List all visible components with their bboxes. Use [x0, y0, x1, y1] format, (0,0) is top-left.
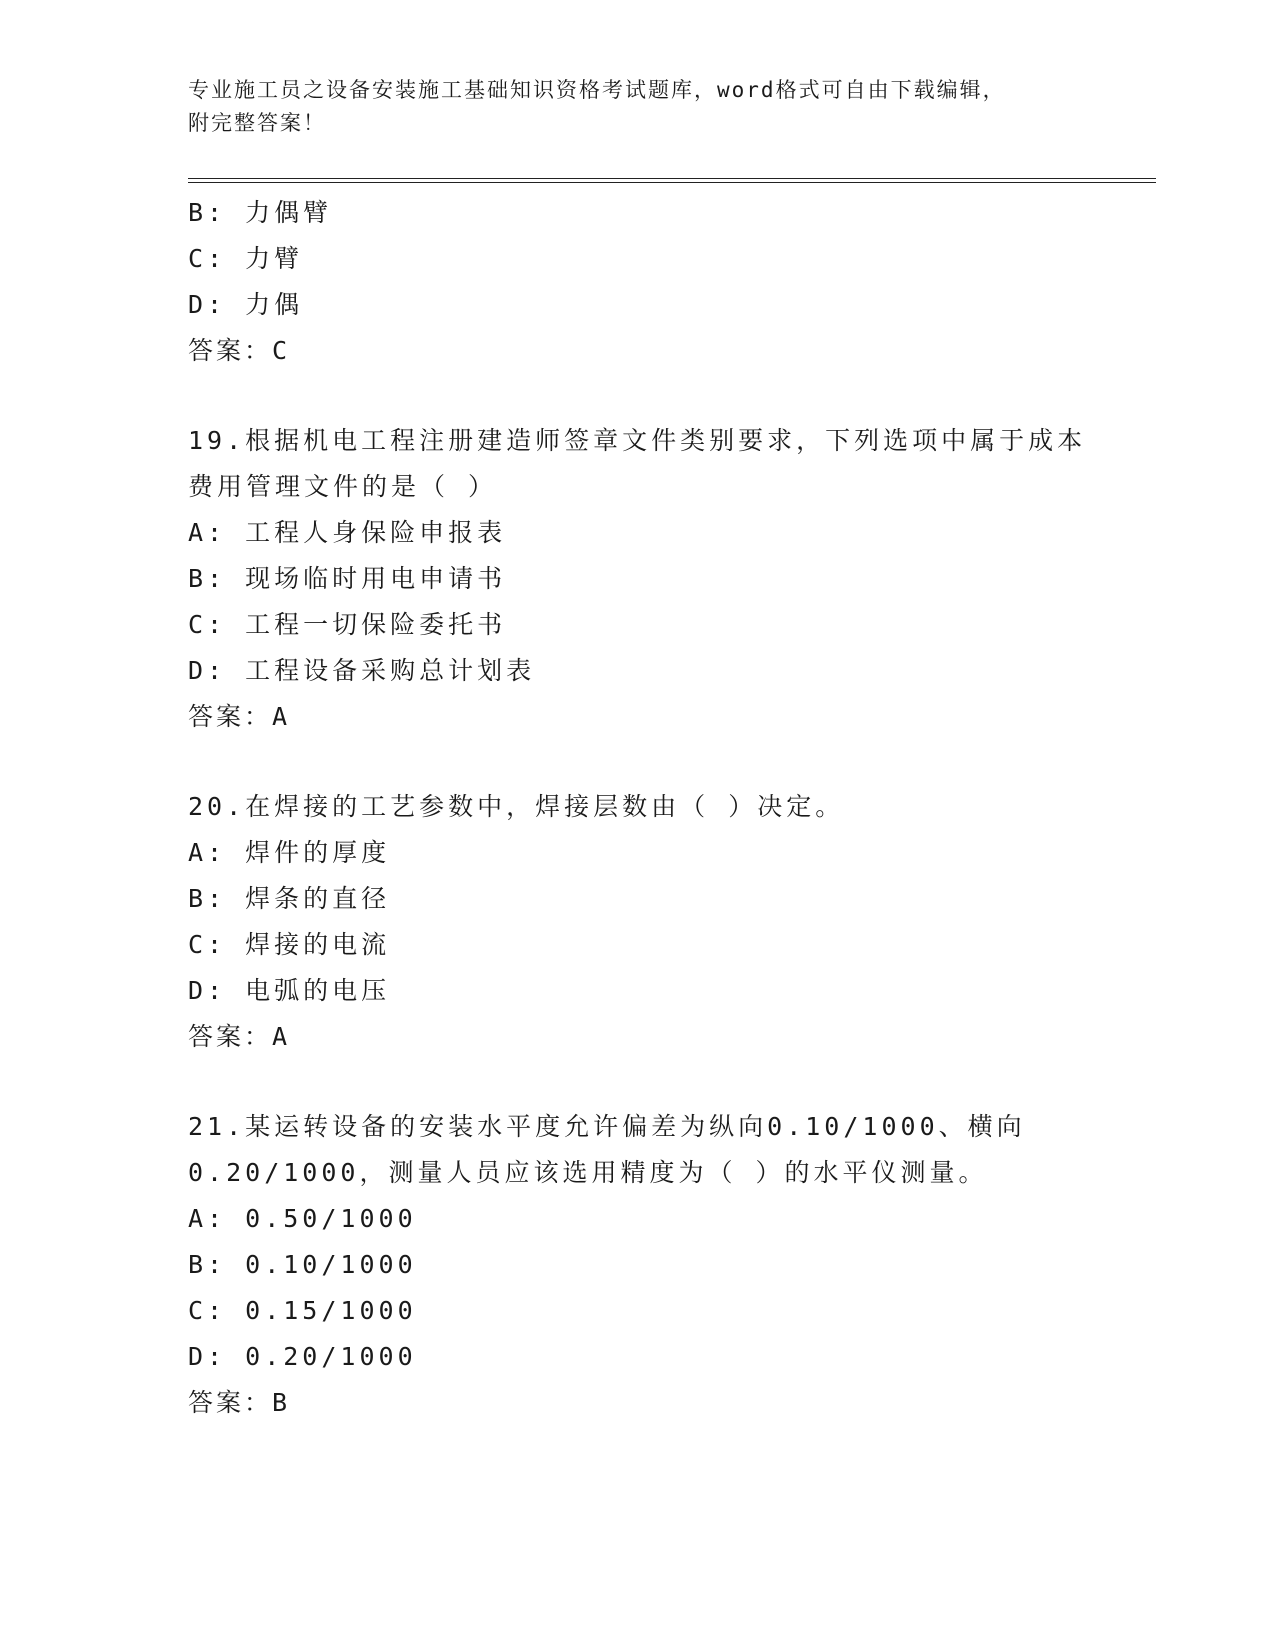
option-d: D: 0.20/1000 — [188, 1342, 417, 1371]
option-b: B: 现场临时用电申请书 — [188, 564, 507, 593]
question-21 — [188, 1104, 1128, 1426]
question-stem-line-2: 费用管理文件的是（ ） — [188, 472, 498, 501]
option-c: C: 工程一切保险委托书 — [188, 610, 507, 639]
question-list — [188, 190, 1128, 1426]
answer: 答案：B — [188, 1388, 291, 1417]
question-20 — [188, 784, 1128, 1060]
option-d: D: 工程设备采购总计划表 — [188, 656, 536, 685]
option-a: A: 工程人身保险申报表 — [188, 518, 507, 547]
option-b: B: 焊条的直径 — [188, 884, 391, 913]
option-c: C: 焊接的电流 — [188, 930, 391, 959]
header-line-2: 附完整答案！ — [188, 111, 326, 135]
option-b: B: 力偶臂 — [188, 198, 333, 227]
answer: 答案：C — [188, 336, 291, 365]
document-header — [188, 74, 1108, 140]
option-b: B: 0.10/1000 — [188, 1250, 417, 1279]
header-divider — [188, 178, 1156, 183]
question-stem-line-1: 21.某运转设备的安装水平度允许偏差为纵向0.10/1000、横向 — [188, 1112, 1026, 1141]
question-19 — [188, 418, 1128, 740]
answer: 答案：A — [188, 702, 291, 731]
question-18 — [188, 190, 1128, 374]
option-d: D: 力偶 — [188, 290, 304, 319]
option-a: A: 焊件的厚度 — [188, 838, 391, 867]
header-line-1: 专业施工员之设备安装施工基础知识资格考试题库，word格式可自由下载编辑， — [188, 78, 1006, 102]
question-stem-line-1: 19.根据机电工程注册建造师签章文件类别要求，下列选项中属于成本 — [188, 426, 1087, 455]
option-a: A: 0.50/1000 — [188, 1204, 417, 1233]
option-c: C: 力臂 — [188, 244, 304, 273]
option-d: D: 电弧的电压 — [188, 976, 391, 1005]
option-c: C: 0.15/1000 — [188, 1296, 417, 1325]
question-stem-line-2: 0.20/1000，测量人员应该选用精度为（ ）的水平仪测量。 — [188, 1158, 988, 1187]
answer: 答案：A — [188, 1022, 291, 1051]
question-stem-line-1: 20.在焊接的工艺参数中，焊接层数由（ ）决定。 — [188, 792, 845, 821]
